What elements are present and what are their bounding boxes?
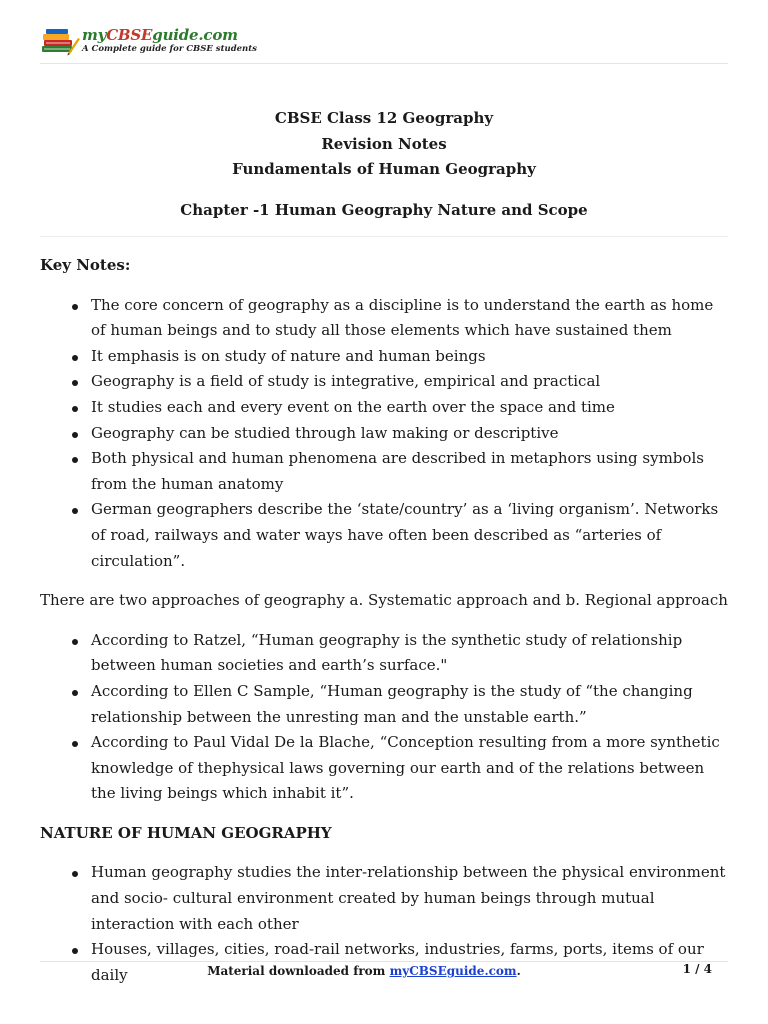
title-block (40, 106, 728, 223)
site-logo[interactable] (40, 26, 257, 56)
list-item: Both physical and human phenomena are described in metaphors using symbols from the human anatomy (40, 446, 730, 497)
title-revision: Revision Notes (321, 134, 447, 153)
approaches-paragraph: There are two approaches of geography a. Systematic approach and b. Regional approach (40, 591, 728, 610)
bullet-icon (72, 741, 78, 747)
definitions-list (40, 628, 730, 807)
chapter-title: Chapter -1 Human Geography Nature and Scope (180, 200, 588, 219)
bullet-icon (72, 457, 78, 463)
bullet-icon (72, 948, 78, 954)
list-item: Human geography studies the inter-relationship between the physical environment and socio- cultural environment created by human beings through mutual interaction with each other (40, 860, 730, 937)
page-header (40, 26, 728, 64)
header-divider (40, 63, 728, 64)
list-item: Geography is a field of study is integrative, empirical and practical (40, 369, 730, 395)
title-divider (40, 236, 728, 237)
list-item: German geographers describe the ‘state/country’ as a ‘living organism’. Networks of road, railways and water ways have often been described as “arteries of circulation”. (40, 497, 730, 574)
bullet-icon (72, 406, 78, 412)
list-item: The core concern of geography as a discipline is to understand the earth as home of human beings and to study all those elements which have sustained them (40, 293, 730, 344)
footer-link[interactable]: myCBSEguide.com (389, 964, 517, 978)
logo-tagline: A Complete guide for CBSE students (82, 44, 257, 55)
title-book: Fundamentals of Human Geography (232, 160, 536, 178)
list-item: According to Ratzel, “Human geography is the synthetic study of relationship between human societies and earth’s surface." (40, 628, 730, 679)
bullet-icon (72, 304, 78, 310)
bullet-icon (72, 355, 78, 361)
footer-divider (40, 961, 728, 962)
bullet-icon (72, 380, 78, 386)
bullet-icon (72, 508, 78, 514)
footer-note: Material downloaded from myCBSEguide.com. (207, 964, 521, 978)
list-item: According to Paul Vidal De la Blache, “Conception resulting from a more synthetic knowledge of thephysical laws governing our earth and of the relations between the living beings which inhabit it”. (40, 730, 730, 807)
title-course: CBSE Class 12 Geography (274, 109, 494, 127)
key-notes-heading: Key Notes: (40, 256, 131, 274)
list-item: It studies each and every event on the earth over the space and time (40, 395, 730, 421)
logo-name: myCBSEguide.com (82, 26, 238, 45)
bullet-icon (72, 871, 78, 877)
list-item: It emphasis is on study of nature and human beings (40, 344, 730, 370)
nature-heading: NATURE OF HUMAN GEOGRAPHY (40, 823, 332, 842)
page-number: 1 / 4 (682, 962, 712, 976)
books-icon (40, 26, 80, 56)
bullet-icon (72, 639, 78, 645)
bullet-icon (72, 432, 78, 438)
key-notes-list (40, 293, 730, 575)
list-item: According to Ellen C Sample, “Human geography is the study of “the changing relationship between the unresting man and the unstable earth.” (40, 679, 730, 730)
bullet-icon (72, 690, 78, 696)
list-item: Houses, villages, cities, road-rail networks, industries, farms, ports, items of our daily (40, 937, 730, 988)
document-body (40, 253, 730, 988)
list-item: Geography can be studied through law making or descriptive (40, 421, 730, 447)
